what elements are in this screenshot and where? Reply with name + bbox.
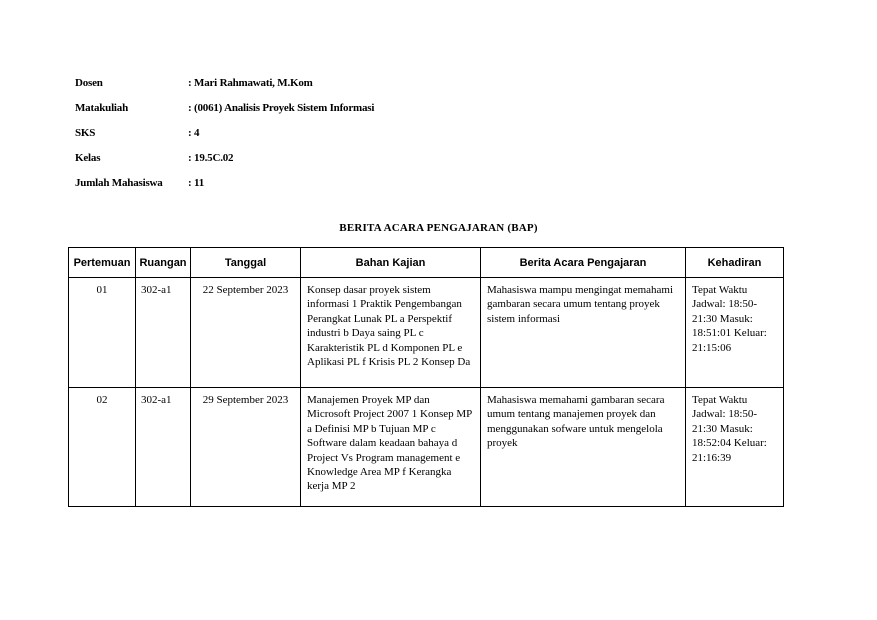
- cell-pertemuan: 01: [69, 278, 136, 388]
- header-kehadiran: Kehadiran: [686, 248, 784, 278]
- cell-berita-acara: Mahasiswa mampu mengingat memahami gambaran secara umum tentang proyek sistem informasi: [481, 278, 686, 388]
- sks-label: SKS: [75, 127, 96, 139]
- jumlah-mahasiswa-value: : 11: [188, 177, 205, 189]
- kelas-value: : 19.5C.02: [188, 152, 234, 164]
- header-pertemuan: Pertemuan: [69, 248, 136, 278]
- bap-table: [68, 247, 784, 507]
- cell-kehadiran: Tepat Waktu Jadwal: 18:50-21:30 Masuk: 18:52:04 Keluar: 21:16:39: [686, 388, 784, 507]
- matakuliah-value: : (0061) Analisis Proyek Sistem Informasi: [188, 102, 375, 114]
- cell-ruangan: 302-a1: [136, 388, 191, 507]
- cell-tanggal: 29 September 2023: [191, 388, 301, 507]
- header-bahan-kajian: Bahan Kajian: [301, 248, 481, 278]
- document-title: BERITA ACARA PENGAJARAN (BAP): [339, 222, 538, 234]
- cell-pertemuan: 02: [69, 388, 136, 507]
- cell-berita-acara: Mahasiswa memahami gambaran secara umum tentang manajemen proyek dan menggunakan sofware untuk mengelola proyek: [481, 388, 686, 507]
- cell-bahan-kajian: Konsep dasar proyek sistem informasi 1 Praktik Pengembangan Perangkat Lunak PL a Perspektif industri b Daya saing PL c Karakteristik PL d Komponen PL e Aplikasi PL f Krisis PL 2 Konsep Da: [301, 278, 481, 388]
- table-row: [69, 388, 784, 507]
- header-tanggal: Tanggal: [191, 248, 301, 278]
- cell-ruangan: 302-a1: [136, 278, 191, 388]
- cell-bahan-kajian: Manajemen Proyek MP dan Microsoft Project 2007 1 Konsep MP a Definisi MP b Tujuan MP c Software dalam keadaan bahaya d Project Vs Program management e Knowledge Area MP f Kerangka kerja MP 2: [301, 388, 481, 507]
- sks-value: : 4: [188, 127, 200, 139]
- cell-kehadiran: Tepat Waktu Jadwal: 18:50-21:30 Masuk: 18:51:01 Keluar: 21:15:06: [686, 278, 784, 388]
- header-ruangan: Ruangan: [136, 248, 191, 278]
- jumlah-mahasiswa-label: Jumlah Mahasiswa: [75, 177, 163, 189]
- table-header-row: [69, 248, 784, 278]
- table-row: [69, 278, 784, 388]
- cell-tanggal: 22 September 2023: [191, 278, 301, 388]
- dosen-label: Dosen: [75, 77, 103, 89]
- dosen-value: : Mari Rahmawati, M.Kom: [188, 77, 313, 89]
- matakuliah-label: Matakuliah: [75, 102, 129, 114]
- header-berita-acara: Berita Acara Pengajaran: [481, 248, 686, 278]
- kelas-label: Kelas: [75, 152, 101, 164]
